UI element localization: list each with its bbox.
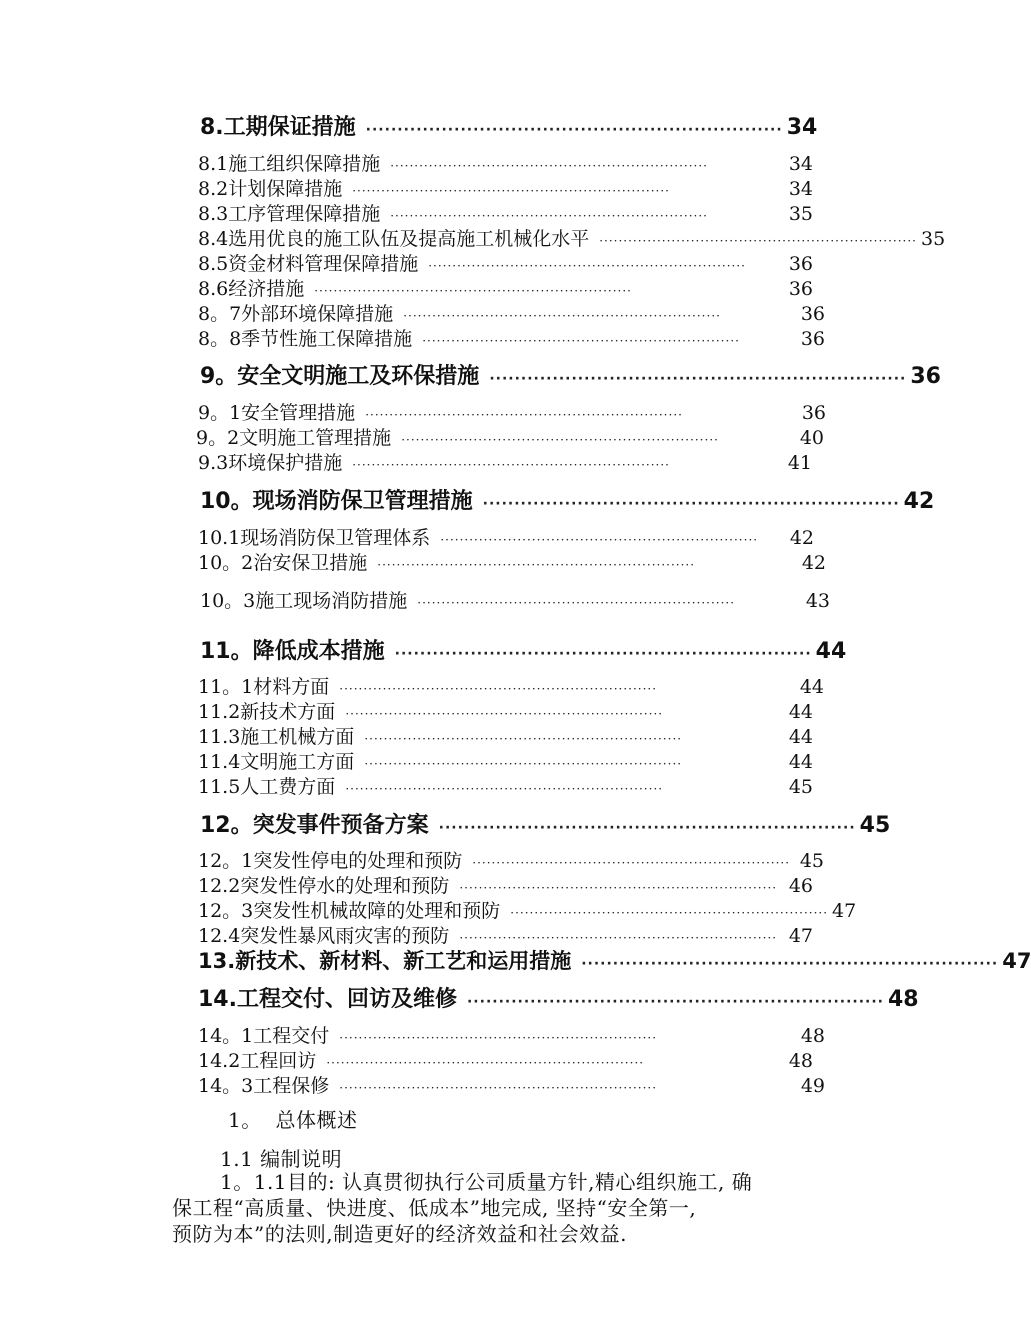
toc-entry-level2 bbox=[198, 149, 813, 176]
toc-entry-level2 bbox=[198, 896, 857, 923]
toc-entry-level2 bbox=[198, 1071, 825, 1098]
toc-entry-label: 13.新技术、新材料、新工艺和运用措施 bbox=[198, 949, 572, 973]
toc-entry-level2 bbox=[196, 423, 824, 450]
toc-leader-dots: ·································································· bbox=[352, 458, 670, 472]
toc-entry-page: 48 bbox=[800, 1025, 825, 1047]
toc-entry-level2 bbox=[198, 199, 813, 226]
toc-leader-dots: ·································································· bbox=[377, 558, 696, 572]
toc-leader-dots: ·································································· bbox=[428, 259, 746, 273]
toc-entry-page: 47 bbox=[788, 925, 813, 947]
toc-leader-dots: ·································································· bbox=[438, 820, 856, 836]
toc-entry-label: 14.工程交付、回访及维修 bbox=[198, 987, 457, 1012]
toc-entry-level2 bbox=[198, 846, 824, 873]
toc-entry-page: 48 bbox=[788, 1050, 813, 1072]
toc-leader-dots: ·································································· bbox=[364, 757, 683, 771]
toc-entry-page: 34 bbox=[788, 153, 813, 175]
toc-entry-level2 bbox=[198, 274, 813, 301]
toc-entry-level2 bbox=[198, 772, 813, 799]
toc-entry-level2 bbox=[198, 747, 813, 774]
toc-entry-label: 11.3施工机械方面 bbox=[198, 726, 355, 748]
toc-entry-level2 bbox=[198, 324, 825, 351]
toc-entry-page: 42 bbox=[903, 489, 935, 514]
toc-entry-level2 bbox=[198, 548, 826, 575]
toc-entry-label: 8。7外部环境保障措施 bbox=[198, 303, 394, 325]
toc-leader-dots: ·································································· bbox=[365, 122, 783, 138]
toc-entry-label: 11。降低成本措施 bbox=[200, 639, 385, 664]
toc-entry-level1 bbox=[200, 634, 847, 665]
toc-entry-level2 bbox=[198, 871, 813, 898]
toc-entry-label: 11.2新技术方面 bbox=[198, 701, 336, 723]
toc-entry-page: 36 bbox=[788, 253, 813, 275]
toc-entry-label: 8.工期保证措施 bbox=[200, 115, 356, 140]
toc-leader-dots: ·································································· bbox=[510, 906, 829, 920]
subsection-heading: 1.1 编制说明 bbox=[220, 1147, 343, 1171]
toc-entry-level2 bbox=[198, 448, 812, 475]
toc-leader-dots: ·································································· bbox=[365, 408, 683, 422]
toc-entry-page: 41 bbox=[787, 452, 812, 474]
toc-entry-page: 49 bbox=[800, 1075, 825, 1097]
toc-leader-dots: ·································································· bbox=[401, 433, 719, 447]
toc-entry-page: 42 bbox=[789, 527, 814, 549]
toc-entry-label: 14.2工程回访 bbox=[198, 1050, 317, 1072]
toc-entry-level1 bbox=[200, 110, 818, 141]
toc-leader-dots: ·································································· bbox=[339, 682, 658, 696]
toc-entry-page: 34 bbox=[786, 115, 818, 140]
toc-entry-label: 11.4文明施工方面 bbox=[198, 751, 355, 773]
toc-entry-page: 43 bbox=[805, 590, 830, 612]
toc-entry-label: 12。1突发性停电的处理和预防 bbox=[198, 850, 463, 872]
toc-entry-page: 36 bbox=[800, 303, 825, 325]
toc-entry-level1 bbox=[200, 484, 935, 515]
toc-entry-page: 44 bbox=[799, 676, 824, 698]
toc-entry-label: 11.5人工费方面 bbox=[198, 776, 336, 798]
toc-entry-page: 40 bbox=[799, 427, 824, 449]
toc-entry-level1 bbox=[198, 945, 1031, 975]
toc-leader-dots: ·································································· bbox=[459, 931, 778, 945]
toc-entry-level2 bbox=[198, 224, 946, 251]
toc-entry-page: 35 bbox=[920, 228, 946, 250]
toc-entry-label: 10.1现场消防保卫管理体系 bbox=[198, 527, 431, 549]
toc-entry-label: 10。现场消防保卫管理措施 bbox=[200, 489, 473, 514]
toc-entry-page: 45 bbox=[859, 813, 891, 838]
toc-leader-dots: ·································································· bbox=[339, 1031, 658, 1045]
toc-entry-page: 36 bbox=[801, 402, 826, 424]
toc-entry-page: 36 bbox=[788, 278, 813, 300]
toc-leader-dots: ·································································· bbox=[403, 309, 721, 323]
toc-entry-page: 48 bbox=[888, 987, 919, 1012]
toc-entry-level2 bbox=[198, 697, 813, 724]
toc-entry-label: 10。2治安保卫措施 bbox=[198, 552, 368, 574]
toc-leader-dots: ·································································· bbox=[489, 371, 907, 387]
toc-entry-label: 8.2计划保障措施 bbox=[198, 178, 343, 200]
toc-entry-page: 42 bbox=[801, 552, 826, 574]
toc-entry-page: 46 bbox=[788, 875, 813, 897]
toc-leader-dots: ·································································· bbox=[482, 496, 900, 512]
toc-entry-label: 8.1施工组织保障措施 bbox=[198, 153, 381, 175]
toc-entry-page: 44 bbox=[815, 639, 847, 664]
toc-entry-label: 12.2突发性停水的处理和预防 bbox=[198, 875, 450, 897]
toc-leader-dots: ·································································· bbox=[581, 956, 999, 972]
toc-leader-dots: ·································································· bbox=[364, 732, 683, 746]
toc-leader-dots: ·································································· bbox=[339, 1081, 658, 1095]
toc-entry-label: 10。3施工现场消防措施 bbox=[200, 590, 408, 612]
toc-entry-label: 14。3工程保修 bbox=[198, 1075, 330, 1097]
toc-entry-label: 8。8季节性施工保障措施 bbox=[198, 328, 413, 350]
body-paragraph-line: 预防为本”的法则,制造更好的经济效益和社会效益. bbox=[172, 1222, 627, 1246]
toc-entry-label: 8.6经济措施 bbox=[198, 278, 305, 300]
toc-leader-dots: ·································································· bbox=[440, 533, 759, 547]
toc-entry-page: 47 bbox=[1002, 949, 1031, 973]
toc-entry-label: 12.4突发性暴风雨灾害的预防 bbox=[198, 925, 450, 947]
toc-entry-level2 bbox=[198, 921, 813, 948]
toc-entry-page: 47 bbox=[832, 900, 857, 922]
toc-entry-level2 bbox=[198, 1046, 813, 1073]
toc-entry-page: 35 bbox=[788, 203, 813, 225]
body-paragraph-line: 保工程“高质量、快进度、低成本”地完成, 坚持“安全第一, bbox=[172, 1196, 697, 1220]
toc-entry-page: 44 bbox=[788, 751, 813, 773]
toc-entry-level2 bbox=[198, 523, 814, 550]
toc-entry-level2 bbox=[200, 586, 830, 613]
toc-leader-dots: ·································································· bbox=[417, 596, 736, 610]
toc-entry-label: 12。3突发性机械故障的处理和预防 bbox=[198, 900, 501, 922]
toc-entry-label: 9。2文明施工管理措施 bbox=[196, 427, 392, 449]
toc-entry-level1 bbox=[198, 982, 919, 1013]
toc-leader-dots: ·································································· bbox=[390, 159, 708, 173]
toc-entry-page: 36 bbox=[910, 364, 941, 389]
toc-entry-page: 44 bbox=[788, 701, 813, 723]
toc-leader-dots: ·································································· bbox=[314, 284, 632, 298]
body-paragraph-line: 1。1.1目的: 认真贯彻执行公司质量方针,精心组织施工, 确 bbox=[220, 1170, 753, 1194]
toc-leader-dots: ·································································· bbox=[459, 881, 778, 895]
toc-entry-level2 bbox=[198, 174, 813, 201]
toc-entry-label: 14。1工程交付 bbox=[198, 1025, 330, 1047]
toc-entry-level1 bbox=[200, 808, 891, 839]
toc-entry-label: 11。1材料方面 bbox=[198, 676, 330, 698]
toc-leader-dots: ·································································· bbox=[345, 707, 664, 721]
toc-entry-label: 12。突发事件预备方案 bbox=[200, 813, 429, 838]
toc-entry-label: 8.5资金材料管理保障措施 bbox=[198, 253, 419, 275]
toc-leader-dots: ·································································· bbox=[472, 856, 791, 870]
toc-entry-page: 34 bbox=[788, 178, 813, 200]
toc-leader-dots: ·································································· bbox=[345, 782, 664, 796]
toc-entry-level1 bbox=[200, 359, 941, 390]
toc-entry-label: 8.4选用优良的施工队伍及提高施工机械化水平 bbox=[198, 228, 590, 250]
toc-leader-dots: ·································································· bbox=[466, 994, 884, 1010]
toc-entry-label: 9.3环境保护措施 bbox=[198, 452, 343, 474]
toc-entry-level2 bbox=[198, 672, 824, 699]
toc-entry-level2 bbox=[198, 299, 825, 326]
toc-entry-label: 9。1安全管理措施 bbox=[198, 402, 356, 424]
toc-leader-dots: ·································································· bbox=[599, 234, 917, 248]
toc-entry-page: 36 bbox=[800, 328, 825, 350]
toc-entry-level2 bbox=[198, 722, 813, 749]
toc-entry-page: 45 bbox=[788, 776, 813, 798]
toc-leader-dots: ·································································· bbox=[390, 209, 708, 223]
toc-entry-label: 9。安全文明施工及环保措施 bbox=[200, 364, 480, 389]
toc-leader-dots: ·································································· bbox=[352, 184, 670, 198]
section-heading: 1。 总体概述 bbox=[228, 1108, 358, 1132]
toc-entry-level2 bbox=[198, 249, 813, 276]
toc-entry-page: 44 bbox=[788, 726, 813, 748]
toc-entry-level2 bbox=[198, 1021, 825, 1048]
toc-leader-dots: ·································································· bbox=[394, 646, 812, 662]
toc-entry-label: 8.3工序管理保障措施 bbox=[198, 203, 381, 225]
toc-leader-dots: ·································································· bbox=[422, 334, 740, 348]
toc-entry-level2 bbox=[198, 398, 826, 425]
toc-entry-page: 45 bbox=[799, 850, 824, 872]
toc-leader-dots: ·································································· bbox=[326, 1056, 645, 1070]
